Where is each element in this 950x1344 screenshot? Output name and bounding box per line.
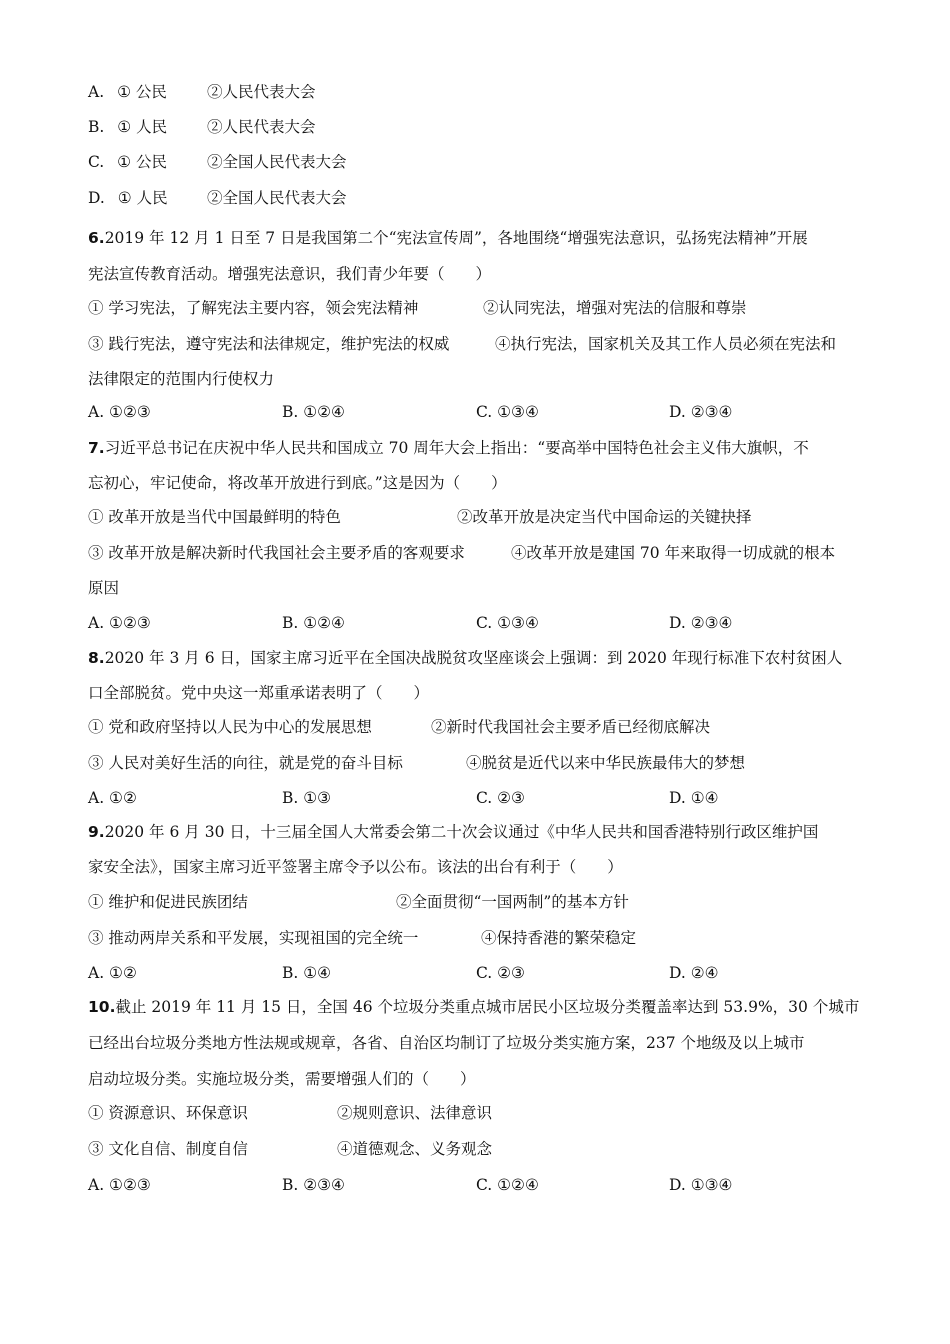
- q9-choice-c[interactable]: C. ②③: [476, 964, 525, 982]
- q6-choice-c[interactable]: C. ①③④: [476, 403, 539, 421]
- q7-choice-c[interactable]: C. ①③④: [476, 614, 539, 632]
- q9-statement-1: ① 维护和促进民族团结: [88, 893, 248, 911]
- q9-stem-line2: 家安全法》，国家主席习近平签署主席令予以公布。该法的出台有利于（ ）: [88, 858, 623, 876]
- q6-stem-line1: 6.2019 年 12 月 1 日至 7 日是我国第二个“宪法宣传周”，各地围绕“增强宪法意识，弘扬宪法精神”开展: [88, 229, 808, 247]
- q7-statement-2: ②改革开放是决定当代中国命运的关键抉择: [457, 508, 752, 526]
- q7-stem-line2: 忘初心，牢记使命，将改革开放进行到底。”这是因为（ ）: [88, 474, 507, 492]
- q7-statement-3: ③ 改革开放是解决新时代我国社会主要矛盾的客观要求: [88, 544, 465, 562]
- q7-stem-line1: 7.习近平总书记在庆祝中华人民共和国成立 70 周年大会上指出：“要高举中国特色社会主义伟大旗帜，不: [88, 439, 809, 457]
- q6-choice-b[interactable]: B. ①②④: [282, 403, 345, 421]
- q9-choice-a[interactable]: A. ①②: [88, 964, 137, 982]
- q8-statement-3: ③ 人民对美好生活的向往，就是党的奋斗目标: [88, 754, 403, 772]
- q10-choice-b[interactable]: B. ②③④: [282, 1176, 345, 1194]
- q5-option-b-b: ②人民代表大会: [207, 118, 316, 136]
- q8-choice-d[interactable]: D. ①④: [669, 789, 719, 807]
- q5-option-a: A. ① 公民: [88, 83, 167, 101]
- q7-choice-d[interactable]: D. ②③④: [669, 614, 733, 632]
- q5-option-d-b: ②全国人民代表大会: [207, 189, 347, 207]
- q10-choice-d[interactable]: D. ①③④: [669, 1176, 733, 1194]
- q8-statement-2: ②新时代我国社会主要矛盾已经彻底解决: [431, 718, 711, 736]
- q8-choice-b[interactable]: B. ①③: [282, 789, 332, 807]
- q10-stem-line3: 启动垃圾分类。实施垃圾分类，需要增强人们的（ ）: [88, 1070, 476, 1088]
- q10-choice-c[interactable]: C. ①②④: [476, 1176, 539, 1194]
- q6-stem-line2: 宪法宣传教育活动。增强宪法意识，我们青少年要（ ）: [88, 265, 492, 283]
- q6-choice-d[interactable]: D. ②③④: [669, 403, 733, 421]
- q7-statement-1: ① 改革开放是当代中国最鲜明的特色: [88, 508, 341, 526]
- q6-statement-2: ②认同宪法，增强对宪法的信服和尊崇: [483, 299, 747, 317]
- q10-statement-3: ③ 文化自信、制度自信: [88, 1140, 248, 1158]
- q10-choice-a[interactable]: A. ①②③: [88, 1176, 151, 1194]
- q7-choice-a[interactable]: A. ①②③: [88, 614, 151, 632]
- q10-statement-2: ②规则意识、法律意识: [337, 1104, 493, 1122]
- q6-statement-3: ③ 践行宪法，遵守宪法和法律规定，维护宪法的权威: [88, 335, 450, 353]
- q9-statement-2: ②全面贯彻“一国两制”的基本方针: [396, 893, 629, 911]
- q6-statement-4-cont: 法律限定的范围内行使权力: [88, 370, 275, 388]
- q9-choice-d[interactable]: D. ②④: [669, 964, 719, 982]
- q10-stem-line2: 已经出台垃圾分类地方性法规或规章，各省、自治区均制订了垃圾分类实施方案，237 个地级及以上城市: [88, 1034, 805, 1052]
- q9-choice-b[interactable]: B. ①④: [282, 964, 332, 982]
- q7-statement-4-cont: 原因: [88, 579, 120, 597]
- q5-option-c-b: ②全国人民代表大会: [207, 153, 347, 171]
- q8-statement-1: ① 党和政府坚持以人民为中心的发展思想: [88, 718, 372, 736]
- q9-statement-3: ③ 推动两岸关系和平发展，实现祖国的完全统一: [88, 929, 419, 947]
- q8-choice-a[interactable]: A. ①②: [88, 789, 137, 807]
- q10-stem-line1: 10.截止 2019 年 11 月 15 日，全国 46 个垃圾分类重点城市居民小区垃圾分类覆盖率达到 53.9%，30 个城市: [88, 998, 860, 1016]
- q9-statement-4: ④保持香港的繁荣稳定: [481, 929, 637, 947]
- q7-statement-4: ④改革开放是建国 70 年来取得一切成就的根本: [511, 544, 836, 562]
- q6-statement-1: ① 学习宪法，了解宪法主要内容，领会宪法精神: [88, 299, 419, 317]
- q8-stem-line1: 8.2020 年 3 月 6 日，国家主席习近平在全国决战脱贫攻坚座谈会上强调：到 2020 年现行标准下农村贫困人: [88, 649, 843, 667]
- q5-option-c: C. ① 公民: [88, 153, 167, 171]
- q8-stem-line2: 口全部脱贫。党中央这一郑重承诺表明了（ ）: [88, 684, 430, 702]
- q10-statement-4: ④道德观念、义务观念: [337, 1140, 493, 1158]
- q6-statement-4: ④执行宪法，国家机关及其工作人员必须在宪法和: [495, 335, 837, 353]
- q6-choice-a[interactable]: A. ①②③: [88, 403, 151, 421]
- q8-statement-4: ④脱贫是近代以来中华民族最伟大的梦想: [466, 754, 746, 772]
- q5-option-d: D. ① 人民: [88, 189, 168, 207]
- q5-option-b: B. ① 人民: [88, 118, 168, 136]
- q8-choice-c[interactable]: C. ②③: [476, 789, 525, 807]
- q10-statement-1: ① 资源意识、环保意识: [88, 1104, 248, 1122]
- q5-option-a-b: ②人民代表大会: [207, 83, 316, 101]
- q7-choice-b[interactable]: B. ①②④: [282, 614, 345, 632]
- q9-stem-line1: 9.2020 年 6 月 30 日，十三届全国人大常委会第二十次会议通过《中华人民共和国香港特别行政区维护国: [88, 823, 819, 841]
